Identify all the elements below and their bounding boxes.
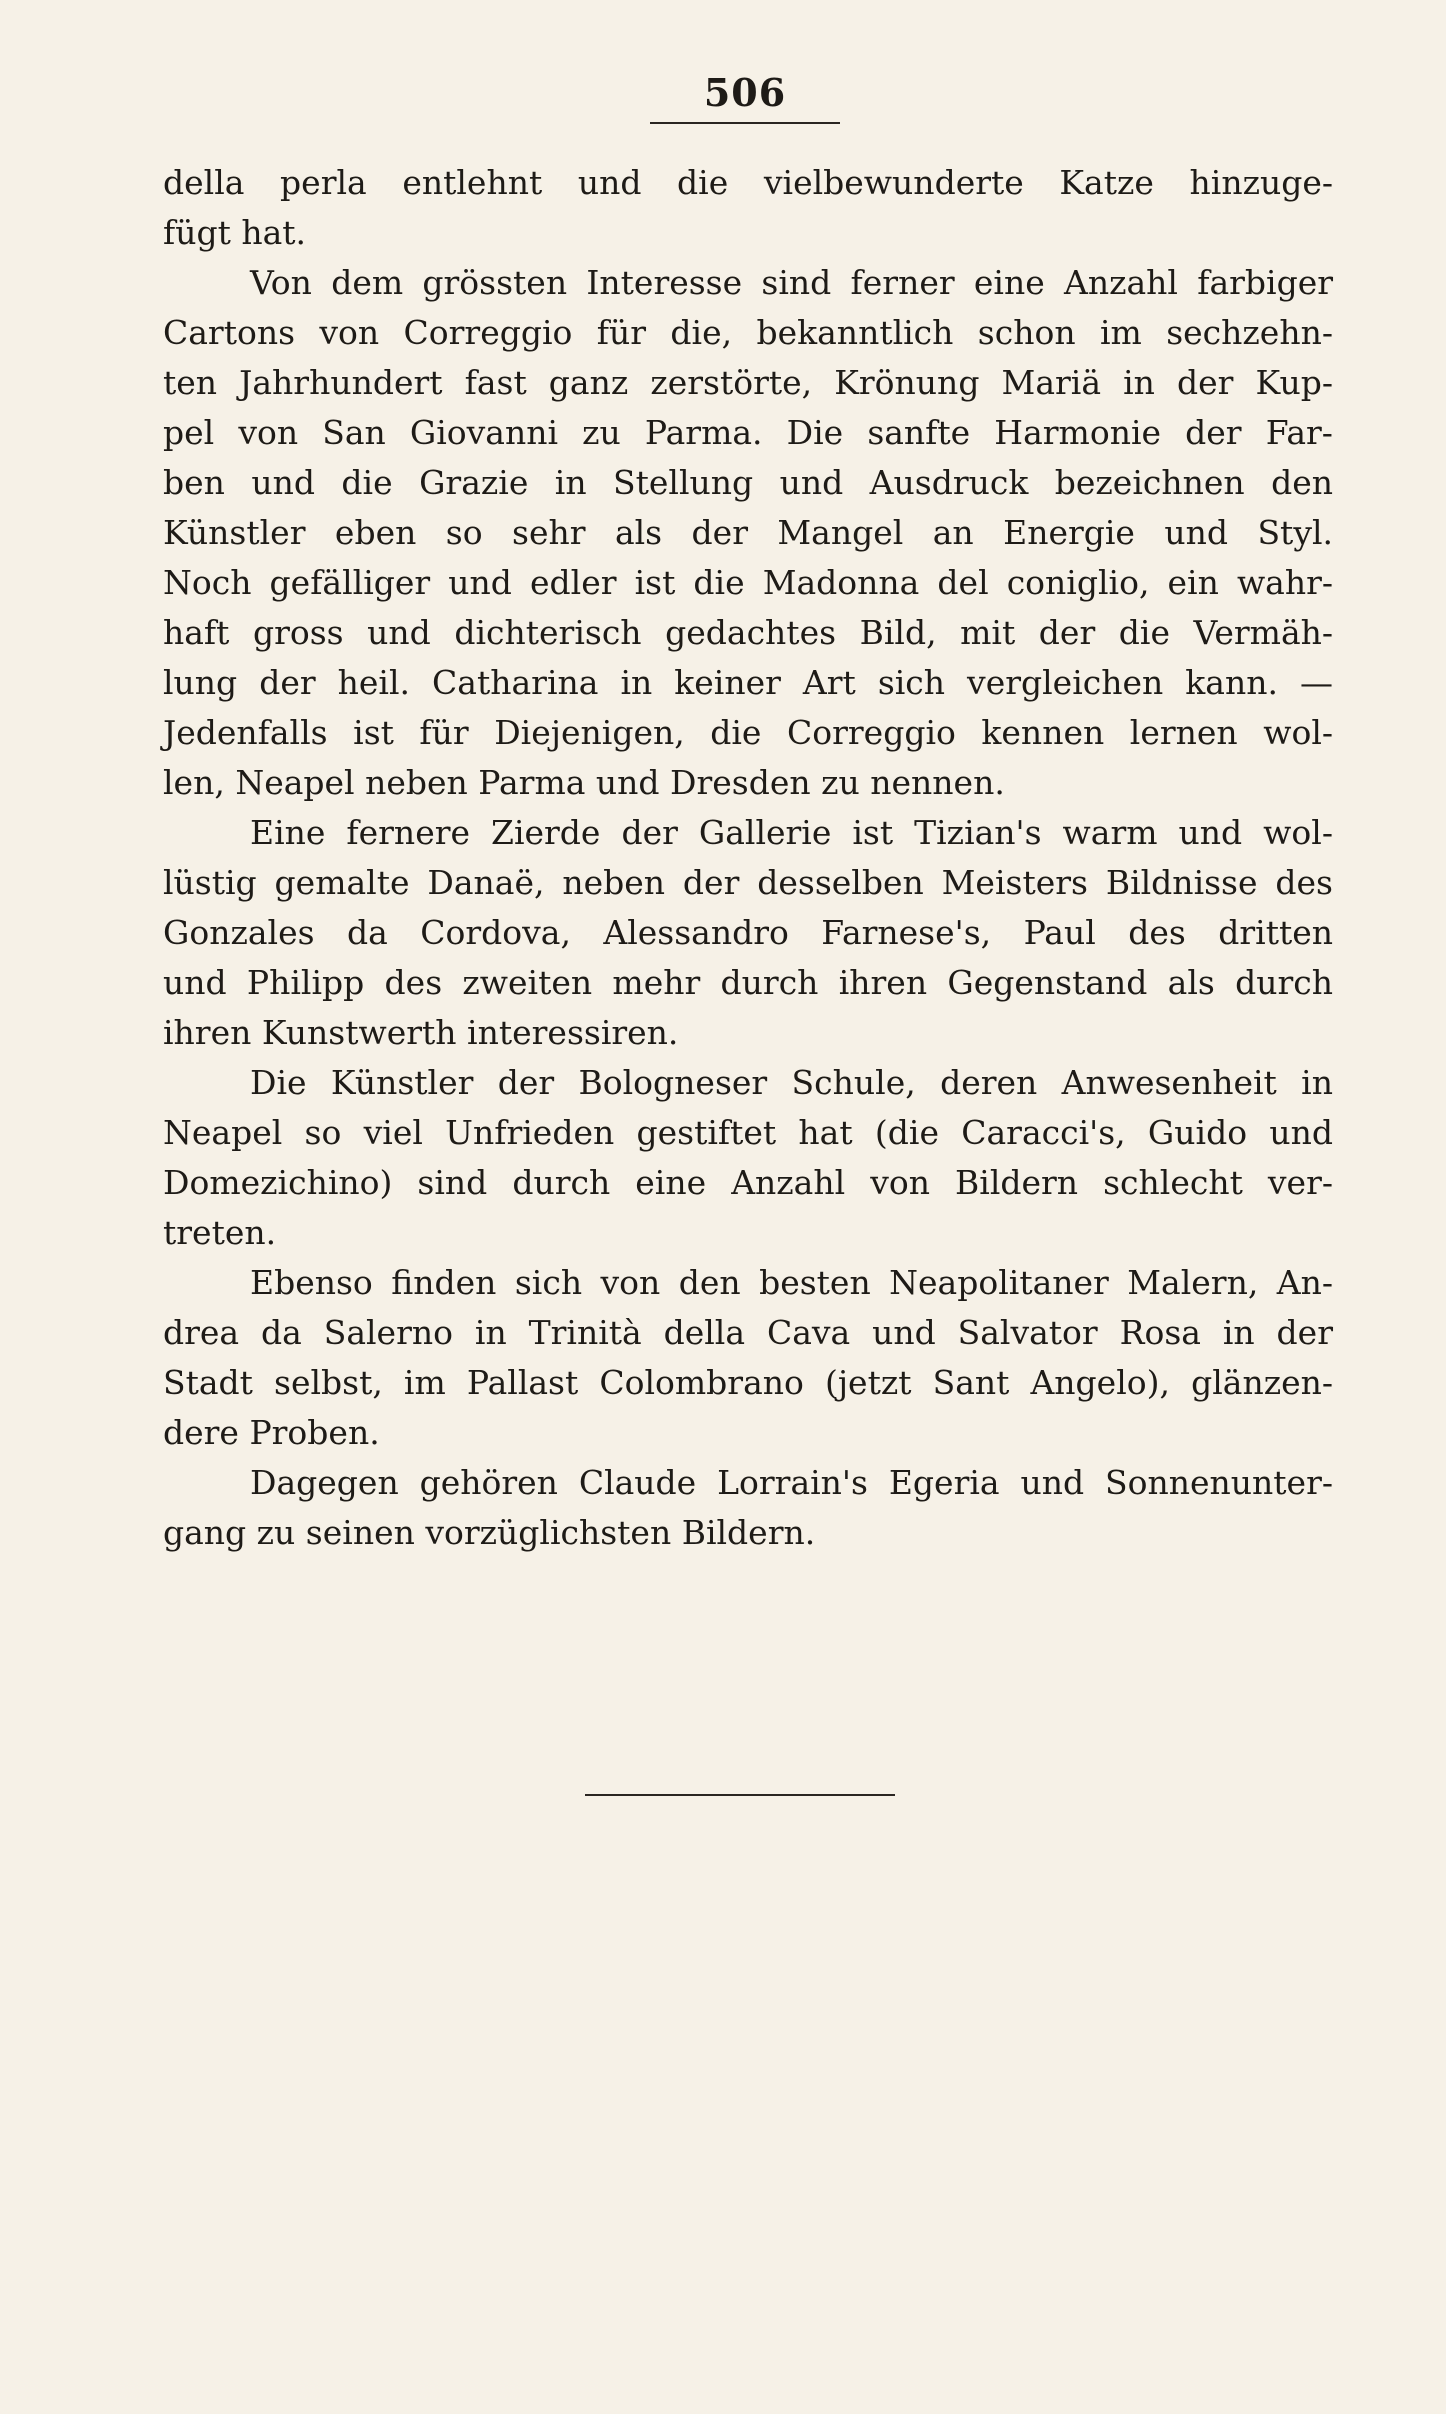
text-line: dere Proben. [163,1413,380,1452]
page-number: 506 [703,70,787,115]
body-text [163,158,1333,1558]
text-line: treten. [163,1213,277,1252]
text-line: Cartons von Correggio für die, bekanntlich schon im sechzehn- [163,313,1333,352]
text-line: ihren Kunstwerth interessiren. [163,1013,679,1052]
text-line: lung der heil. Catharina in keiner Art sich vergleichen kann. — [163,663,1333,702]
text-line: Ebenso finden sich von den besten Neapolitaner Malern, An- [250,1263,1333,1302]
header-rule [650,122,840,124]
text-line: fügt hat. [163,213,307,252]
text-line: pel von San Giovanni zu Parma. Die sanfte Harmonie der Far- [163,413,1333,452]
text-line: ben und die Grazie in Stellung und Ausdruck bezeichnen den [163,463,1334,502]
text-line: Dagegen gehören Claude Lorrain's Egeria und Sonnenunter- [250,1463,1333,1502]
text-line: len, Neapel neben Parma und Dresden zu nennen. [163,763,1005,802]
text-line: haft gross und dichterisch gedachtes Bild, mit der die Vermäh- [163,613,1334,652]
text-line: lüstig gemalte Danaë, neben der desselben Meisters Bildnisse des [163,863,1333,902]
text-line: Eine fernere Zierde der Gallerie ist Tizian's warm und wol- [250,813,1333,852]
text-line: und Philipp des zweiten mehr durch ihren Gegenstand als durch [163,963,1333,1002]
text-line: della perla entlehnt und die vielbewunderte Katze hinzuge- [163,163,1334,202]
text-line: drea da Salerno in Trinità della Cava und Salvator Rosa in der [163,1313,1333,1352]
text-line: Noch gefälliger und edler ist die Madonna del coniglio, ein wahr- [163,563,1334,602]
text-line: Künstler eben so sehr als der Mangel an Energie und Styl. [163,513,1334,552]
text-line: Neapel so viel Unfrieden gestiftet hat (die Caracci's, Guido und [163,1113,1333,1152]
text-line: Gonzales da Cordova, Alessandro Farnese's, Paul des dritten [163,913,1334,952]
text-line: Domezichino) sind durch eine Anzahl von Bildern schlecht ver- [163,1163,1333,1202]
text-line: Von dem grössten Interesse sind ferner eine Anzahl farbiger [250,263,1334,302]
end-rule [585,1794,895,1796]
text-line: Stadt selbst, im Pallast Colombrano (jetzt Sant Angelo), glänzen- [163,1363,1334,1402]
text-line: Jedenfalls ist für Diejenigen, die Correggio kennen lernen wol- [163,713,1334,752]
text-line: Die Künstler der Bologneser Schule, deren Anwesenheit in [250,1063,1333,1102]
text-line: ten Jahrhundert fast ganz zerstörte, Krönung Mariä in der Kup- [163,363,1333,402]
text-line: gang zu seinen vorzüglichsten Bildern. [163,1513,816,1552]
